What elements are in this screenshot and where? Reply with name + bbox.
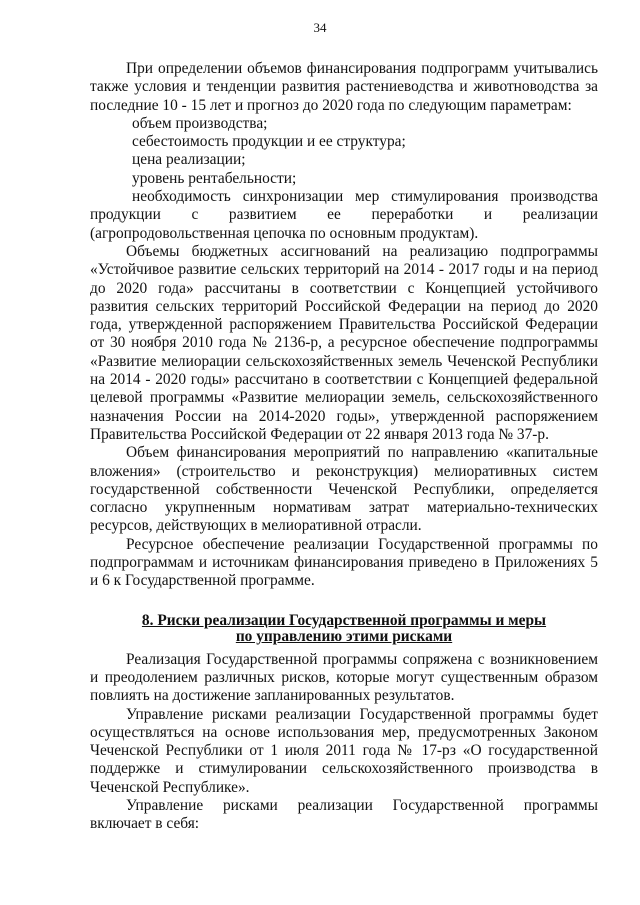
paragraph-risks-intro: Реализация Государственной программы сопряжена с возникновением и преодолением различных рисков, которые могут существенным образом повлиять на достижение запланированных результатов.	[90, 650, 598, 705]
paragraph-risk-management-law: Управление рисками реализации Государственной программы будет осуществляться на основе использования мер, предусмотренных Законом Чеченской Республики от 1 июля 2011 года № 17-рз «О государственной поддержке и стимулировании сельскохозяйственного производства в Чеченской Республике».	[90, 705, 598, 796]
paragraph-budget-allocations: Объемы бюджетных ассигнований на реализацию подпрограммы «Устойчивое развитие сельских территорий на 2014 - 2017 годы и на период до 2020 года» рассчитаны в соответствии с Концепцией устойчивого развития сельских территорий Российской Федерации на период до 2020 года, утвержденной распоряжением Правительства Российской Федерации от 30 ноября 2010 года № 2136-р, а ресурсное обеспечение подпрограммы «Развитие мелиорации сельскохозяйственных земель Чеченской Республики на 2014 - 2020 годы» рассчитано в соответствии с Концепцией федеральной целевой программы «Развитие мелиорации земель, сельскохозяйственного назначения России на 2014-2020 годы», утвержденной распоряжением Правительства Российской Федерации от 22 января 2013 года № 37-р.	[90, 242, 598, 443]
list-item: цена реализации;	[132, 151, 246, 169]
section-heading-line1: 8. Риски реализации Государственной программы и меры	[141, 611, 547, 629]
section-heading-line2: по управлению этими рисками	[235, 627, 453, 645]
paragraph-resource-provision: Ресурсное обеспечение реализации Государственной программы по подпрограммам и источникам финансирования приведено в Приложениях 5 и 6 к Государственной программе.	[90, 535, 598, 590]
paragraph-risk-management-includes: Управление рисками реализации Государственной программы включает в себя:	[90, 796, 598, 833]
parameter-list	[90, 115, 598, 243]
section-heading	[90, 613, 598, 645]
list-item: необходимость синхронизации мер стимулирования производства продукции с развитием ее переработки и реализации (агропродовольственная цепочка по основным продуктам).	[90, 188, 598, 242]
list-item: объем производства;	[132, 114, 268, 132]
page-number: 34	[313, 20, 327, 35]
paragraph-financing-intro: При определении объемов финансирования подпрограмм учитывались также условия и тенденции развития растениеводства и животноводства за последние 10 - 15 лет и прогноз до 2020 года по следующим параметрам:	[90, 60, 598, 114]
page-content	[90, 60, 598, 834]
list-item: уровень рентабельности;	[132, 169, 297, 187]
paragraph-capital-investments: Объем финансирования мероприятий по направлению «капитальные вложения» (строительство и реконструкция) мелиоративных систем государственной собственности Чеченской Республики, определяется согласно укрупненным нормативам затрат материально-технических ресурсов, действующих в мелиоративной отрасли.	[90, 444, 598, 535]
list-item: себестоимость продукции и ее структура;	[132, 133, 406, 151]
